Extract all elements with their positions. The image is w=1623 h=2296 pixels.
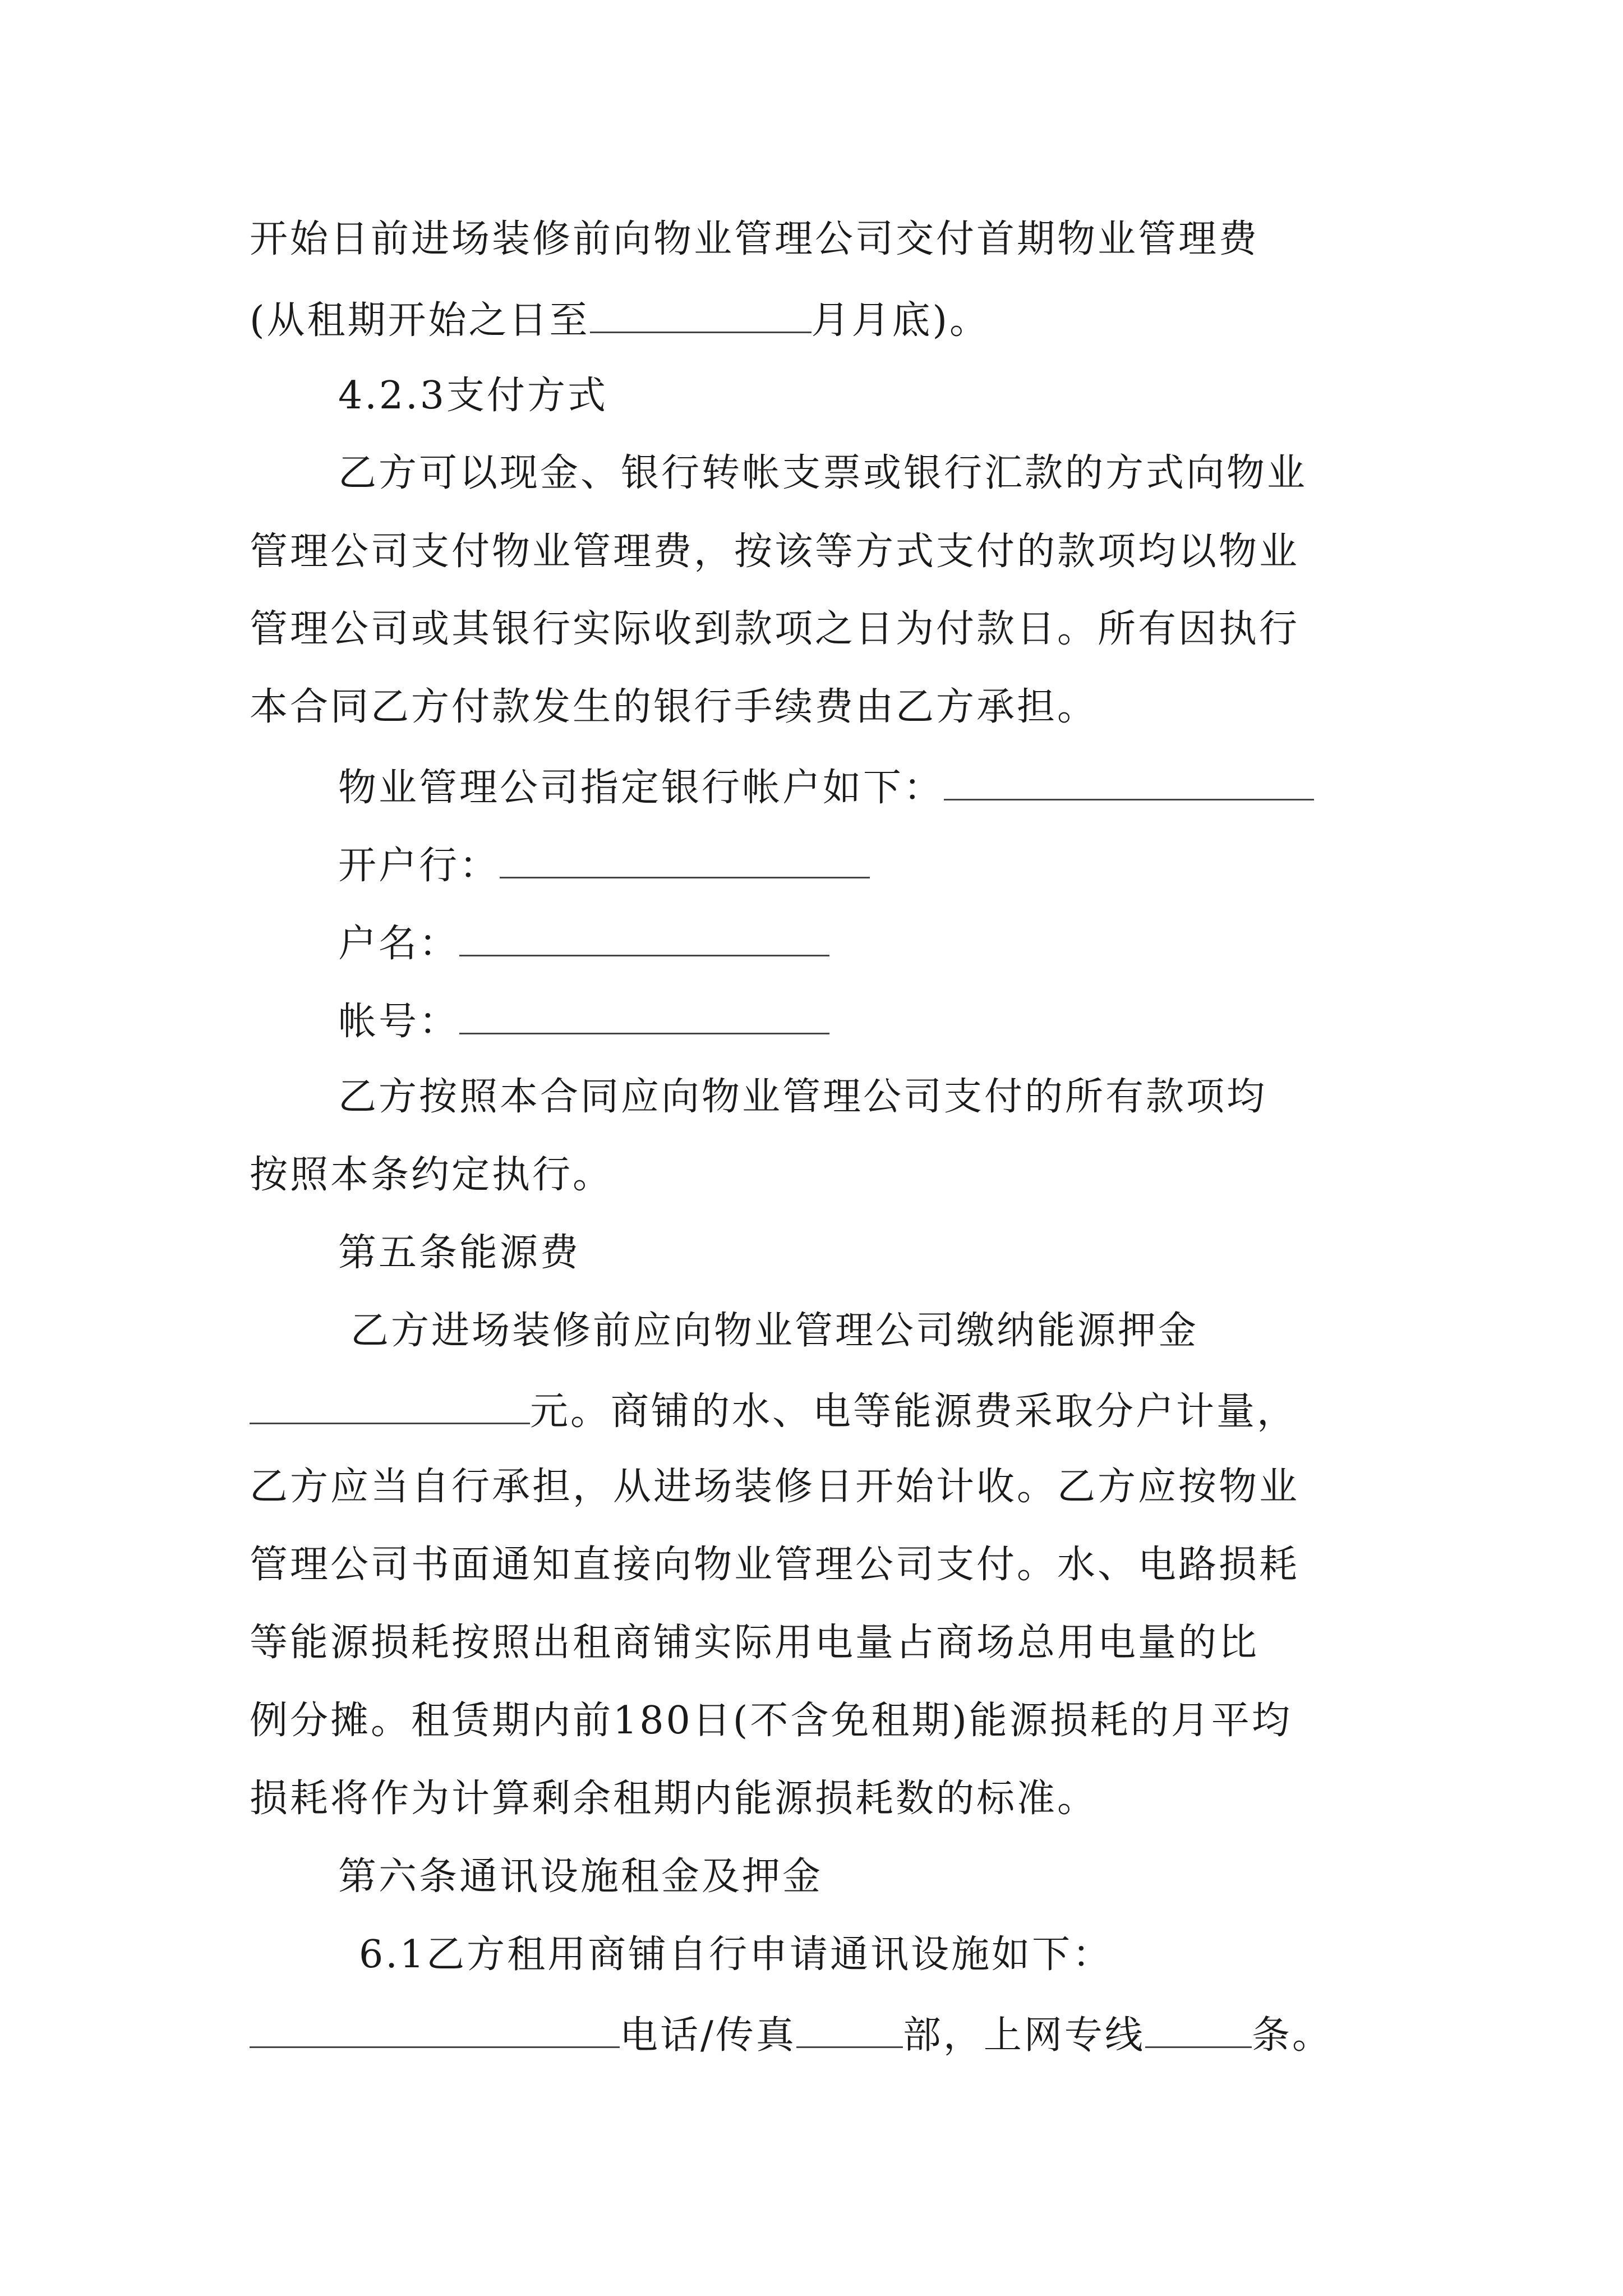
para-4-line-3: 乙方应当自行承担，从进场装修日开始计收。乙方应按物业 (250, 1465, 1300, 1509)
blank-facility-field[interactable] (250, 2014, 620, 2048)
heading-article-5: 第五条能源费 (338, 1231, 581, 1275)
para-1-line-1: 开始日前进场装修前向物业管理公司交付首期物业管理费 (250, 217, 1260, 261)
para-3-line-2: 按照本条约定执行。 (250, 1153, 614, 1197)
para-4-line-4: 管理公司书面通知直接向物业管理公司支付。水、电路损耗 (250, 1543, 1300, 1587)
blank-deposit-amount-field[interactable] (250, 1390, 530, 1424)
bank-intro-label: 物业管理公司指定银行帐户如下： (338, 766, 944, 810)
bank-acct-line (338, 1000, 829, 1044)
para-2-line-1: 乙方可以现金、银行转帐支票或银行汇款的方式向物业 (338, 451, 1308, 495)
bank-open-line (338, 844, 870, 888)
para-4-text-2: 元。商铺的水、电等能源费采取分户计量， (530, 1389, 1298, 1434)
para-5-text-end: 条。 (1251, 2013, 1332, 2058)
bank-name-label: 户名： (338, 922, 460, 966)
bank-acct-label: 帐号： (338, 1000, 460, 1044)
para-4-line-2 (250, 1389, 1298, 1434)
heading-4-2-3: 4.2.3支付方式 (338, 374, 608, 418)
para-4-line-6: 例分摊。租赁期内前180日(不含免租期)能源损耗的月平均 (250, 1699, 1292, 1743)
blank-account-name-field[interactable] (459, 922, 829, 956)
para-4-line-7: 损耗将作为计算剩余租期内能源损耗数的标准。 (250, 1777, 1098, 1821)
heading-article-6: 第六条通讯设施租金及押金 (338, 1855, 823, 1899)
blank-account-number-field[interactable] (459, 1000, 829, 1034)
blank-bank-account-field[interactable] (944, 766, 1314, 800)
para-5-text-line: 部，上网专线 (902, 2013, 1145, 2058)
blank-phone-count-field[interactable] (796, 2014, 903, 2048)
bank-intro-line (338, 766, 1314, 810)
blank-month-field[interactable] (590, 299, 811, 333)
blank-line-count-field[interactable] (1145, 2014, 1252, 2048)
para-1-text-b: 月月底)。 (811, 298, 990, 343)
para-2-line-2: 管理公司支付物业管理费，按该等方式支付的款项均以物业 (250, 530, 1300, 574)
para-5-line-1: 6.1乙方租用商铺自行申请通讯设施如下： (359, 1932, 1113, 1977)
para-1-text-a: (从租期开始之日至 (250, 298, 590, 343)
para-1-line-2 (250, 298, 990, 343)
para-4-line-5: 等能源损耗按照出租商铺实际用电量占商场总用电量的比 (250, 1621, 1260, 1665)
para-5-line-2 (250, 2013, 1332, 2058)
para-4-line-1: 乙方进场装修前应向物业管理公司缴纳能源押金 (351, 1309, 1199, 1353)
para-2-line-3: 管理公司或其银行实际收到款项之日为付款日。所有因执行 (250, 607, 1300, 651)
blank-opening-bank-field[interactable] (500, 844, 870, 878)
para-5-text-phone: 电话/传真 (620, 2013, 796, 2058)
bank-name-line (338, 922, 829, 966)
para-3-line-1: 乙方按照本合同应向物业管理公司支付的所有款项均 (338, 1075, 1267, 1119)
bank-open-label: 开户行： (338, 844, 500, 888)
para-2-line-4: 本合同乙方付款发生的银行手续费由乙方承担。 (250, 685, 1098, 729)
